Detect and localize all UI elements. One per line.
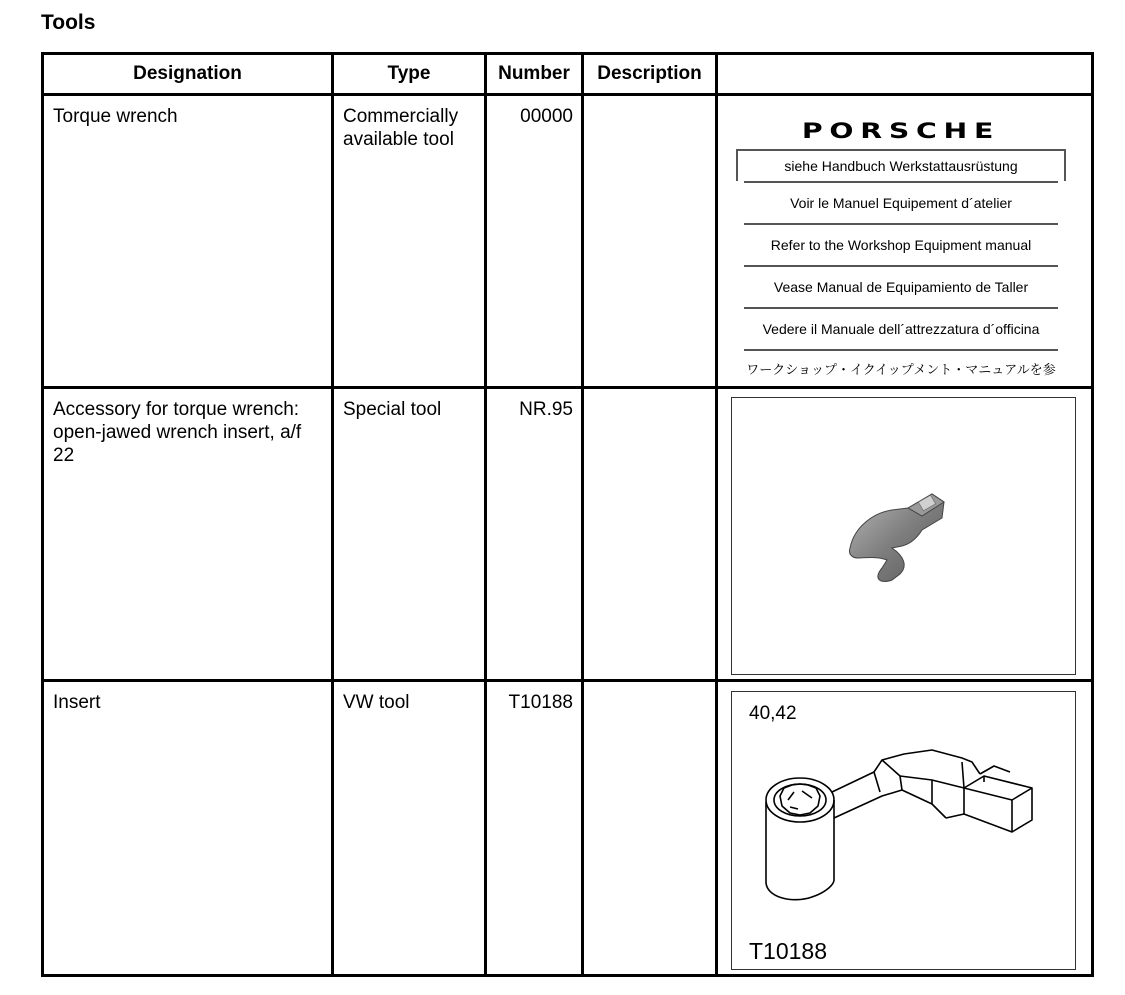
column-header-image	[717, 54, 1093, 95]
description-text	[584, 682, 715, 691]
image-cell	[717, 95, 1093, 388]
description-cell	[583, 681, 717, 976]
column-header-designation: Designation	[43, 54, 333, 95]
table-row	[43, 95, 1093, 388]
reference-line: ワークショップ・イクイップメント・マニュアルを参	[746, 363, 1056, 378]
designation-text: Torque wrench	[53, 106, 178, 127]
reference-line: Voir le Manuel Equipement d´atelier	[744, 183, 1058, 225]
ring-spanner-insert-icon	[732, 692, 1075, 969]
page-title: Tools	[41, 11, 96, 34]
type-cell	[333, 388, 486, 681]
number-text: NR.95	[519, 399, 573, 420]
image-cell	[717, 681, 1093, 976]
type-cell	[333, 681, 486, 976]
description-text	[584, 96, 715, 105]
size-label: 40,42	[749, 703, 797, 724]
column-header-type: Type	[333, 54, 486, 95]
workshop-manual-reference	[736, 120, 1066, 391]
type-text: Commercially available tool	[343, 106, 459, 150]
type-text: VW tool	[343, 692, 410, 713]
open-jaw-wrench-insert-icon	[732, 398, 1075, 674]
tool-image-frame	[731, 397, 1076, 675]
table-header-row	[43, 54, 1093, 95]
description-text	[584, 389, 715, 398]
number-cell	[486, 388, 583, 681]
reference-line: Vedere il Manuale dell´attrezzatura d´officina	[744, 309, 1058, 351]
number-text: T10188	[508, 692, 573, 713]
designation-cell	[43, 95, 333, 388]
tools-table	[41, 52, 1094, 977]
designation-text: Insert	[53, 692, 101, 713]
designation-text: Accessory for torque wrench: open-jawed wrench insert, a/f 22	[53, 399, 302, 466]
designation-cell	[43, 681, 333, 976]
tool-number-label: T10188	[749, 938, 828, 964]
column-header-description: Description	[583, 54, 717, 95]
type-cell	[333, 95, 486, 388]
reference-line: Vease Manual de Equipamiento de Taller	[744, 267, 1058, 309]
type-text: Special tool	[343, 399, 442, 420]
number-cell	[486, 681, 583, 976]
number-text: 00000	[520, 106, 573, 127]
table-row	[43, 681, 1093, 976]
table-row	[43, 388, 1093, 681]
tool-image-frame	[731, 691, 1076, 970]
number-cell	[486, 95, 583, 388]
reference-line: siehe Handbuch Werkstattausrüstung	[736, 149, 1066, 181]
designation-cell	[43, 388, 333, 681]
porsche-logo: PORSCHE	[801, 119, 1001, 143]
image-cell	[717, 388, 1093, 681]
description-cell	[583, 388, 717, 681]
reference-line: Refer to the Workshop Equipment manual	[744, 225, 1058, 267]
column-header-number: Number	[486, 54, 583, 95]
